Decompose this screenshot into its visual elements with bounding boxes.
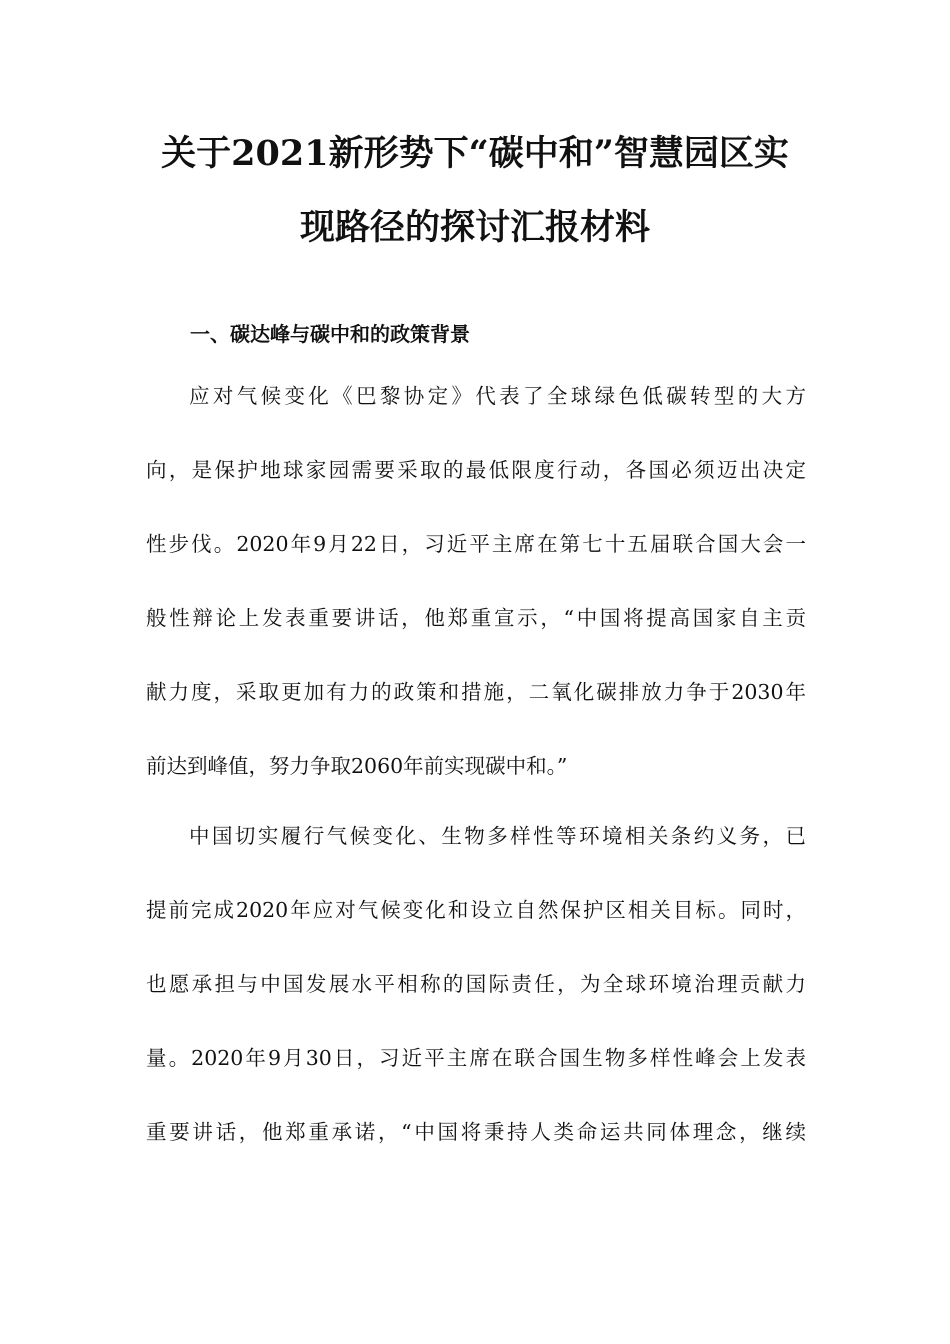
paragraph-1-line-3: 性步伐。2020年9月22日，习近平主席在第七十五届联合国大会一: [146, 532, 806, 556]
paragraph-2-line-4: 量。2020年9月30日，习近平主席在联合国生物多样性峰会上发表: [146, 1046, 806, 1070]
paragraph-1-line-1: 应对气候变化《巴黎协定》代表了全球绿色低碳转型的大方: [189, 384, 806, 408]
paragraph-1-line-4: 般性辩论上发表重要讲话，他郑重宣示，“中国将提高国家自主贡: [146, 606, 806, 630]
paragraph-1-line-2: 向，是保护地球家园需要采取的最低限度行动，各国必须迈出决定: [146, 458, 806, 482]
paragraph-2-line-2: 提前完成2020年应对气候变化和设立自然保护区相关目标。同时，: [146, 898, 806, 922]
paragraph-1-line-5: 献力度，采取更加有力的政策和措施，二氧化碳排放力争于2030年: [146, 680, 806, 704]
document-title-line-1: 关于2021新形势下“碳中和”智慧园区实: [161, 133, 789, 174]
section-heading: 一、碳达峰与碳中和的政策背景: [190, 322, 470, 346]
paragraph-2-line-1: 中国切实履行气候变化、生物多样性等环境相关条约义务，已: [189, 824, 806, 848]
paragraph-2-line-5: 重要讲话，他郑重承诺，“中国将秉持人类命运共同体理念，继续: [146, 1120, 806, 1144]
paragraph-1-line-6: 前达到峰值，努力争取2060年前实现碳中和。”: [146, 754, 568, 778]
document-title-line-2: 现路径的探讨汇报材料: [299, 207, 650, 248]
paragraph-2-line-3: 也愿承担与中国发展水平相称的国际责任，为全球环境治理贡献力: [146, 972, 806, 996]
